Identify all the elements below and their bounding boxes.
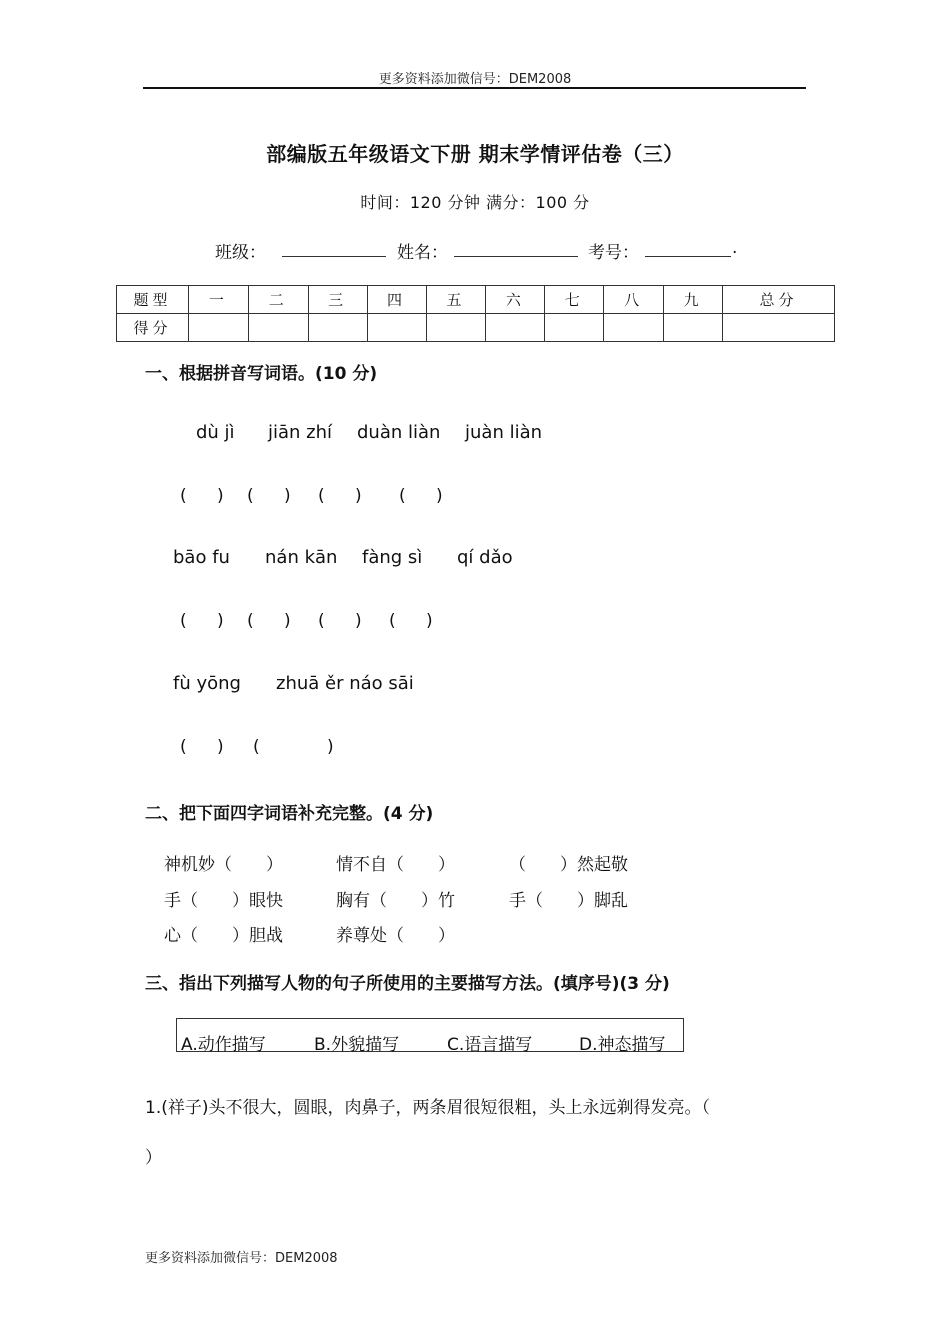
option-d: D.神态描写 (579, 1035, 666, 1055)
paren-close: ) (355, 486, 362, 506)
paren-close: ) (426, 611, 433, 631)
number-blank[interactable] (645, 256, 731, 257)
pinyin: duàn liàn (357, 422, 441, 443)
table-cell: 二 (248, 286, 308, 314)
paren-close: ) (436, 486, 443, 506)
paren-open: ( (399, 486, 406, 506)
pinyin: zhuā ěr náo sāi (276, 673, 414, 694)
question-1: 1.(祥子)头不很大，圆眼，肉鼻子，两条眉很短很粗，头上永远剃得发亮。（ (145, 1098, 710, 1118)
page-title: 部编版五年级语文下册 期末学情评估卷（三） (266, 142, 684, 166)
score-cell[interactable] (545, 314, 604, 342)
paren-close: ) (217, 486, 224, 506)
table-cell: 八 (604, 286, 664, 314)
paren-close: ) (284, 486, 291, 506)
header-divider (143, 87, 806, 89)
page-footer: 更多资料添加微信号：DEM2008 (145, 1251, 338, 1266)
paren-open: ( (318, 611, 325, 631)
pinyin: fù yōng (173, 673, 241, 694)
paren-open: ( (318, 486, 325, 506)
paren-open: ( (247, 611, 254, 631)
option-a: A.动作描写 (181, 1035, 266, 1055)
exam-time-info: 时间：120 分钟 满分：100 分 (360, 193, 590, 212)
score-cell[interactable] (426, 314, 486, 342)
pinyin: dù jì (196, 422, 235, 443)
idiom-item: 手（ ）眼快 (164, 891, 283, 911)
score-table-score-row (117, 314, 835, 342)
paren-open: ( (180, 737, 187, 757)
table-cell: 六 (486, 286, 545, 314)
paren-close: ) (327, 737, 334, 757)
table-cell: 题型 (117, 286, 189, 314)
info-end-mark: . (732, 238, 738, 258)
paren-close: ) (217, 737, 224, 757)
score-cell[interactable] (486, 314, 545, 342)
idiom-item: 胸有（ ）竹 (336, 891, 455, 911)
option-b: B.外貌描写 (314, 1035, 400, 1055)
idiom-item: 养尊处（ ） (336, 926, 455, 946)
paren-close: ) (284, 611, 291, 631)
option-c: C.语言描写 (447, 1035, 533, 1055)
table-cell: 一 (188, 286, 248, 314)
score-cell[interactable] (367, 314, 426, 342)
idiom-item: 手（ ）脚乱 (509, 891, 628, 911)
name-blank[interactable] (454, 256, 578, 257)
paren-open: ( (180, 486, 187, 506)
paren-open: ( (180, 611, 187, 631)
table-cell: 九 (664, 286, 723, 314)
question-1-answer-close: ） (145, 1148, 162, 1168)
table-cell: 三 (308, 286, 367, 314)
pinyin: nán kān (265, 547, 338, 568)
idiom-item: 心（ ）胆战 (164, 926, 283, 946)
pinyin: jiān zhí (268, 422, 333, 443)
score-table-header-row (117, 286, 835, 314)
paren-close: ) (217, 611, 224, 631)
pinyin: qí dǎo (457, 547, 513, 568)
idiom-item: （ ）然起敬 (509, 855, 628, 875)
table-cell: 总分 (723, 286, 835, 314)
class-blank[interactable] (282, 256, 386, 257)
table-cell: 四 (367, 286, 426, 314)
score-table (116, 285, 835, 342)
idiom-item: 神机妙（ ） (164, 855, 283, 875)
section-1-title: 一、根据拼音写词语。(10 分) (145, 364, 378, 384)
class-label: 班级： (215, 243, 266, 263)
table-cell: 七 (545, 286, 604, 314)
pinyin: fàng sì (362, 547, 423, 568)
page-header: 更多资料添加微信号：DEM2008 (378, 72, 572, 87)
paren-open: ( (253, 737, 260, 757)
section-3-title: 三、指出下列描写人物的句子所使用的主要描写方法。(填序号)(3 分) (145, 974, 670, 994)
table-cell: 五 (426, 286, 486, 314)
pinyin: juàn liàn (465, 422, 543, 443)
idiom-item: 情不自（ ） (336, 855, 455, 875)
pinyin: bāo fu (173, 547, 230, 568)
score-cell[interactable] (188, 314, 248, 342)
paren-open: ( (247, 486, 254, 506)
score-cell[interactable] (248, 314, 308, 342)
score-cell[interactable] (723, 314, 835, 342)
section-2-title: 二、把下面四字词语补充完整。(4 分) (145, 804, 434, 824)
score-cell[interactable] (308, 314, 367, 342)
table-cell: 得分 (117, 314, 189, 342)
paren-open: ( (389, 611, 396, 631)
paren-close: ) (355, 611, 362, 631)
score-cell[interactable] (604, 314, 664, 342)
score-cell[interactable] (664, 314, 723, 342)
name-label: 姓名： (397, 243, 448, 263)
number-label: 考号： (588, 243, 639, 263)
